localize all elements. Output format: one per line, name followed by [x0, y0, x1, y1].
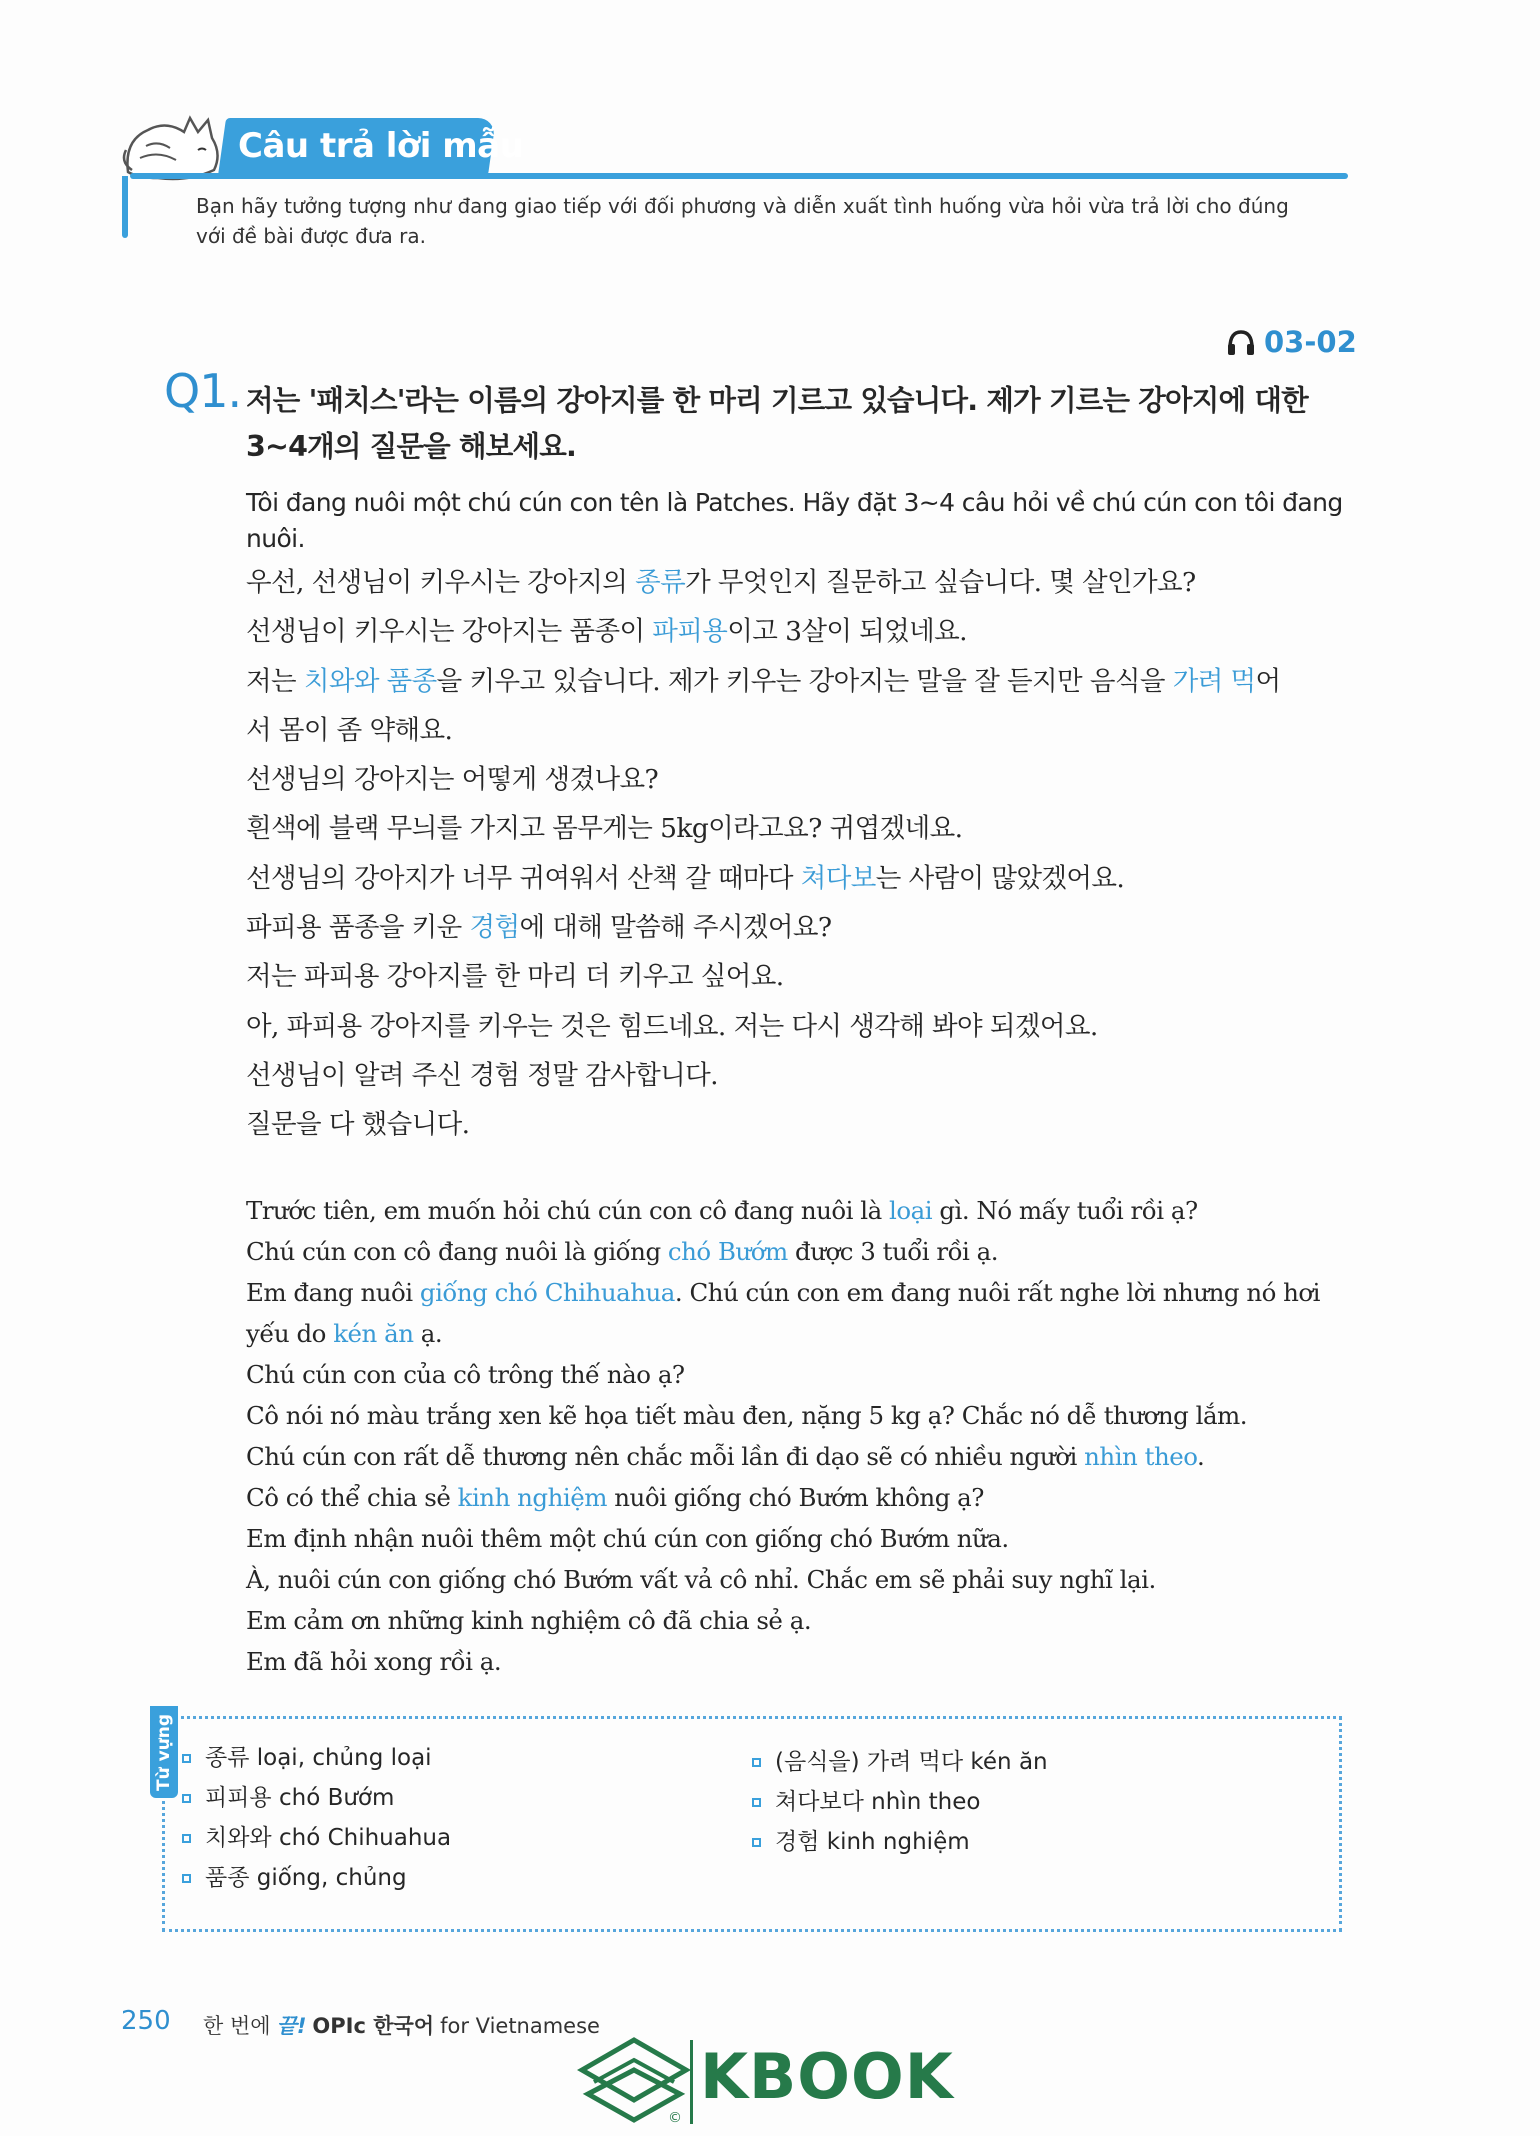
answer-text: 선생님의 강아지가 너무 귀여워서 산책 갈 때마다 — [246, 862, 801, 894]
question-vietnamese: Tôi đang nuôi một chú cún con tên là Patches. Hãy đặt 3~4 câu hỏi về chú cún con tôi đang nuôi. — [246, 488, 1343, 553]
answer-text: Em đã hỏi xong rồi ạ. — [246, 1647, 502, 1676]
highlighted-term: loại — [889, 1196, 933, 1225]
answer-text: 파피용 품종을 키운 — [246, 912, 470, 944]
answer-text: Trước tiên, em muốn hỏi chú cún con cô đang nuôi là — [246, 1196, 890, 1225]
highlighted-term: 종류 — [635, 567, 686, 598]
answer-line — [246, 1559, 1366, 1600]
audio-track-number: 03-02 — [1264, 325, 1357, 359]
answer-line — [246, 1231, 1366, 1272]
answer-text: yếu do — [246, 1319, 334, 1348]
highlighted-term: 경험 — [469, 912, 520, 944]
highlighted-term: kén ăn — [333, 1319, 414, 1348]
question-korean: 저는 '패치스'라는 이름의 강아지를 한 마리 기르고 있습니다. 제가 기르는 강아지에 대한 3~4개의 질문을 해보세요. — [246, 384, 1308, 463]
question-number: Q1. — [164, 364, 242, 418]
copyright-mark: © — [668, 2110, 682, 2126]
answer-line — [246, 1641, 1366, 1682]
answer-line — [246, 804, 1366, 853]
square-bullet-icon — [182, 1754, 191, 1763]
answer-line — [246, 854, 1366, 903]
vocabulary-item: 경험 kinh nghiệm — [752, 1822, 1048, 1862]
kbook-divider — [690, 2040, 693, 2124]
square-bullet-icon — [752, 1838, 761, 1847]
answer-text: 저는 파피용 강아지를 한 마리 더 키우고 싶어요. — [246, 961, 784, 993]
cat-mascot-icon — [118, 110, 228, 182]
answer-text: Em định nhận nuôi thêm một chú cún con giống chó Bướm nữa. — [246, 1524, 1009, 1553]
answer-line — [246, 657, 1366, 706]
answer-text: Chú cún con của cô trông thế nào ạ? — [246, 1360, 685, 1389]
vietnamese-answer — [246, 1190, 1366, 1682]
answer-line — [246, 1477, 1366, 1518]
square-bullet-icon — [182, 1794, 191, 1803]
answer-text: 우선, 선생님이 키우시는 강아지의 — [246, 567, 636, 598]
answer-text: Em cảm ơn những kinh nghiệm cô đã chia sẻ ạ. — [246, 1606, 812, 1635]
vocabulary-item: 종류 loại, chủng loại — [182, 1738, 451, 1778]
answer-line — [246, 1600, 1366, 1641]
vocabulary-tab-label: Từ vựng — [154, 1713, 174, 1791]
answer-line — [246, 1100, 1366, 1149]
answer-line — [246, 1190, 1366, 1231]
vocabulary-item: 품종 giống, chủng — [182, 1858, 451, 1898]
page-number: 250 — [121, 2006, 171, 2036]
answer-text: Em đang nuôi — [246, 1278, 420, 1307]
vocabulary-item: (음식을) 가려 먹다 kén ăn — [752, 1742, 1048, 1782]
highlighted-term: nhìn theo — [1084, 1442, 1198, 1471]
answer-text: 선생님의 강아지는 어떻게 생겼나요? — [246, 764, 659, 796]
square-bullet-icon — [752, 1758, 761, 1767]
korean-answer — [246, 558, 1366, 1150]
answer-text: 가 무엇인지 질문하고 싶습니다. 몇 살인가요? — [685, 567, 1196, 598]
answer-text: Chú cún con rất dễ thương nên chắc mỗi lần đi dạo sẽ có nhiều người — [246, 1442, 1085, 1471]
answer-text: Cô nói nó màu trắng xen kẽ họa tiết màu đen, nặng 5 kg ạ? Chắc nó dễ thương lắm. — [246, 1401, 1248, 1430]
answer-text: 선생님이 알려 주신 경험 정말 감사합니다. — [246, 1059, 718, 1091]
answer-line — [246, 1313, 1366, 1354]
answer-line — [246, 755, 1366, 804]
highlighted-term: chó Bướm — [667, 1237, 788, 1266]
answer-line — [246, 952, 1366, 1001]
section-intro: Bạn hãy tưởng tượng như đang giao tiếp với đối phương và diễn xuất tình huống vừa hỏi vừa trả lời cho đúng với đề bài được đưa ra. — [196, 194, 1289, 248]
answer-line — [246, 1436, 1366, 1477]
answer-text: . Chú cún con em đang nuôi rất nghe lời nhưng nó hơi — [674, 1278, 1321, 1307]
vocabulary-column-left — [182, 1738, 451, 1898]
answer-text: 질문을 다 했습니다. — [246, 1109, 470, 1141]
answer-text: 어 — [1255, 665, 1281, 697]
answer-line — [246, 706, 1366, 755]
vocabulary-item: 치와와 chó Chihuahua — [182, 1818, 451, 1858]
audio-track-label[interactable] — [1226, 322, 1357, 362]
highlighted-term: 가려 먹 — [1172, 665, 1256, 697]
answer-line — [246, 558, 1366, 607]
answer-text: 에 대해 말씀해 주시겠어요? — [519, 912, 832, 944]
answer-line — [246, 1354, 1366, 1395]
answer-line — [246, 1272, 1366, 1313]
answer-text: 는 사람이 많았겠어요. — [875, 862, 1125, 894]
answer-text: 이고 3살이 되었네요. — [727, 616, 968, 648]
answer-text: gì. Nó mấy tuổi rồi ạ? — [932, 1196, 1198, 1225]
highlighted-term: 쳐다보 — [800, 862, 876, 894]
kbook-wordmark: KBOOK — [700, 2040, 954, 2113]
answer-line — [246, 1051, 1366, 1100]
answer-text: Chú cún con cô đang nuôi là giống — [246, 1237, 668, 1266]
section-title: Câu trả lời mẫu — [238, 126, 524, 166]
vocabulary-column-right — [752, 1742, 1048, 1862]
answer-line — [246, 607, 1366, 656]
answer-text: 을 키우고 있습니다. 제가 키우는 강아지는 말을 잘 듣지만 음식을 — [436, 665, 1173, 697]
square-bullet-icon — [752, 1798, 761, 1807]
answer-text: 아, 파피용 강아지를 키우는 것은 힘드네요. 저는 다시 생각해 봐야 되겠어요. — [246, 1010, 1098, 1042]
header-left-bar — [122, 176, 128, 238]
answer-line — [246, 903, 1366, 952]
header-divider — [130, 173, 1348, 179]
answer-text: 흰색에 블랙 무늬를 가지고 몸무게는 5kg이라고요? 귀엽겠네요. — [246, 813, 963, 845]
highlighted-term: giống chó Chihuahua — [419, 1278, 675, 1307]
answer-text: . — [1197, 1442, 1205, 1471]
vocabulary-item: 쳐다보다 nhìn theo — [752, 1782, 1048, 1822]
answer-line — [246, 1395, 1366, 1436]
book-title: 한 번에 끝! OPIc 한국어 for Vietnamese — [203, 2014, 600, 2038]
answer-line — [246, 1002, 1366, 1051]
highlighted-term: kinh nghiệm — [457, 1483, 607, 1512]
answer-text: 서 몸이 좀 약해요. — [246, 714, 453, 746]
answer-text: ạ. — [413, 1319, 443, 1348]
highlighted-term: 파피용 — [652, 616, 728, 648]
answer-text: 선생님이 키우시는 강아지는 품종이 — [246, 616, 653, 648]
square-bullet-icon — [182, 1874, 191, 1883]
answer-line — [246, 1518, 1366, 1559]
vocabulary-item: 피피용 chó Bướm — [182, 1778, 451, 1818]
answer-text: được 3 tuổi rồi ạ. — [787, 1237, 999, 1266]
answer-text: 저는 — [246, 665, 304, 697]
answer-text: À, nuôi cún con giống chó Bướm vất vả cô nhỉ. Chắc em sẽ phải suy nghĩ lại. — [246, 1565, 1156, 1594]
square-bullet-icon — [182, 1834, 191, 1843]
answer-text: nuôi giống chó Bướm không ạ? — [606, 1483, 984, 1512]
answer-text: Cô có thể chia sẻ — [246, 1483, 458, 1512]
highlighted-term: 치와와 품종 — [303, 665, 437, 697]
headphones-icon — [1226, 328, 1256, 356]
